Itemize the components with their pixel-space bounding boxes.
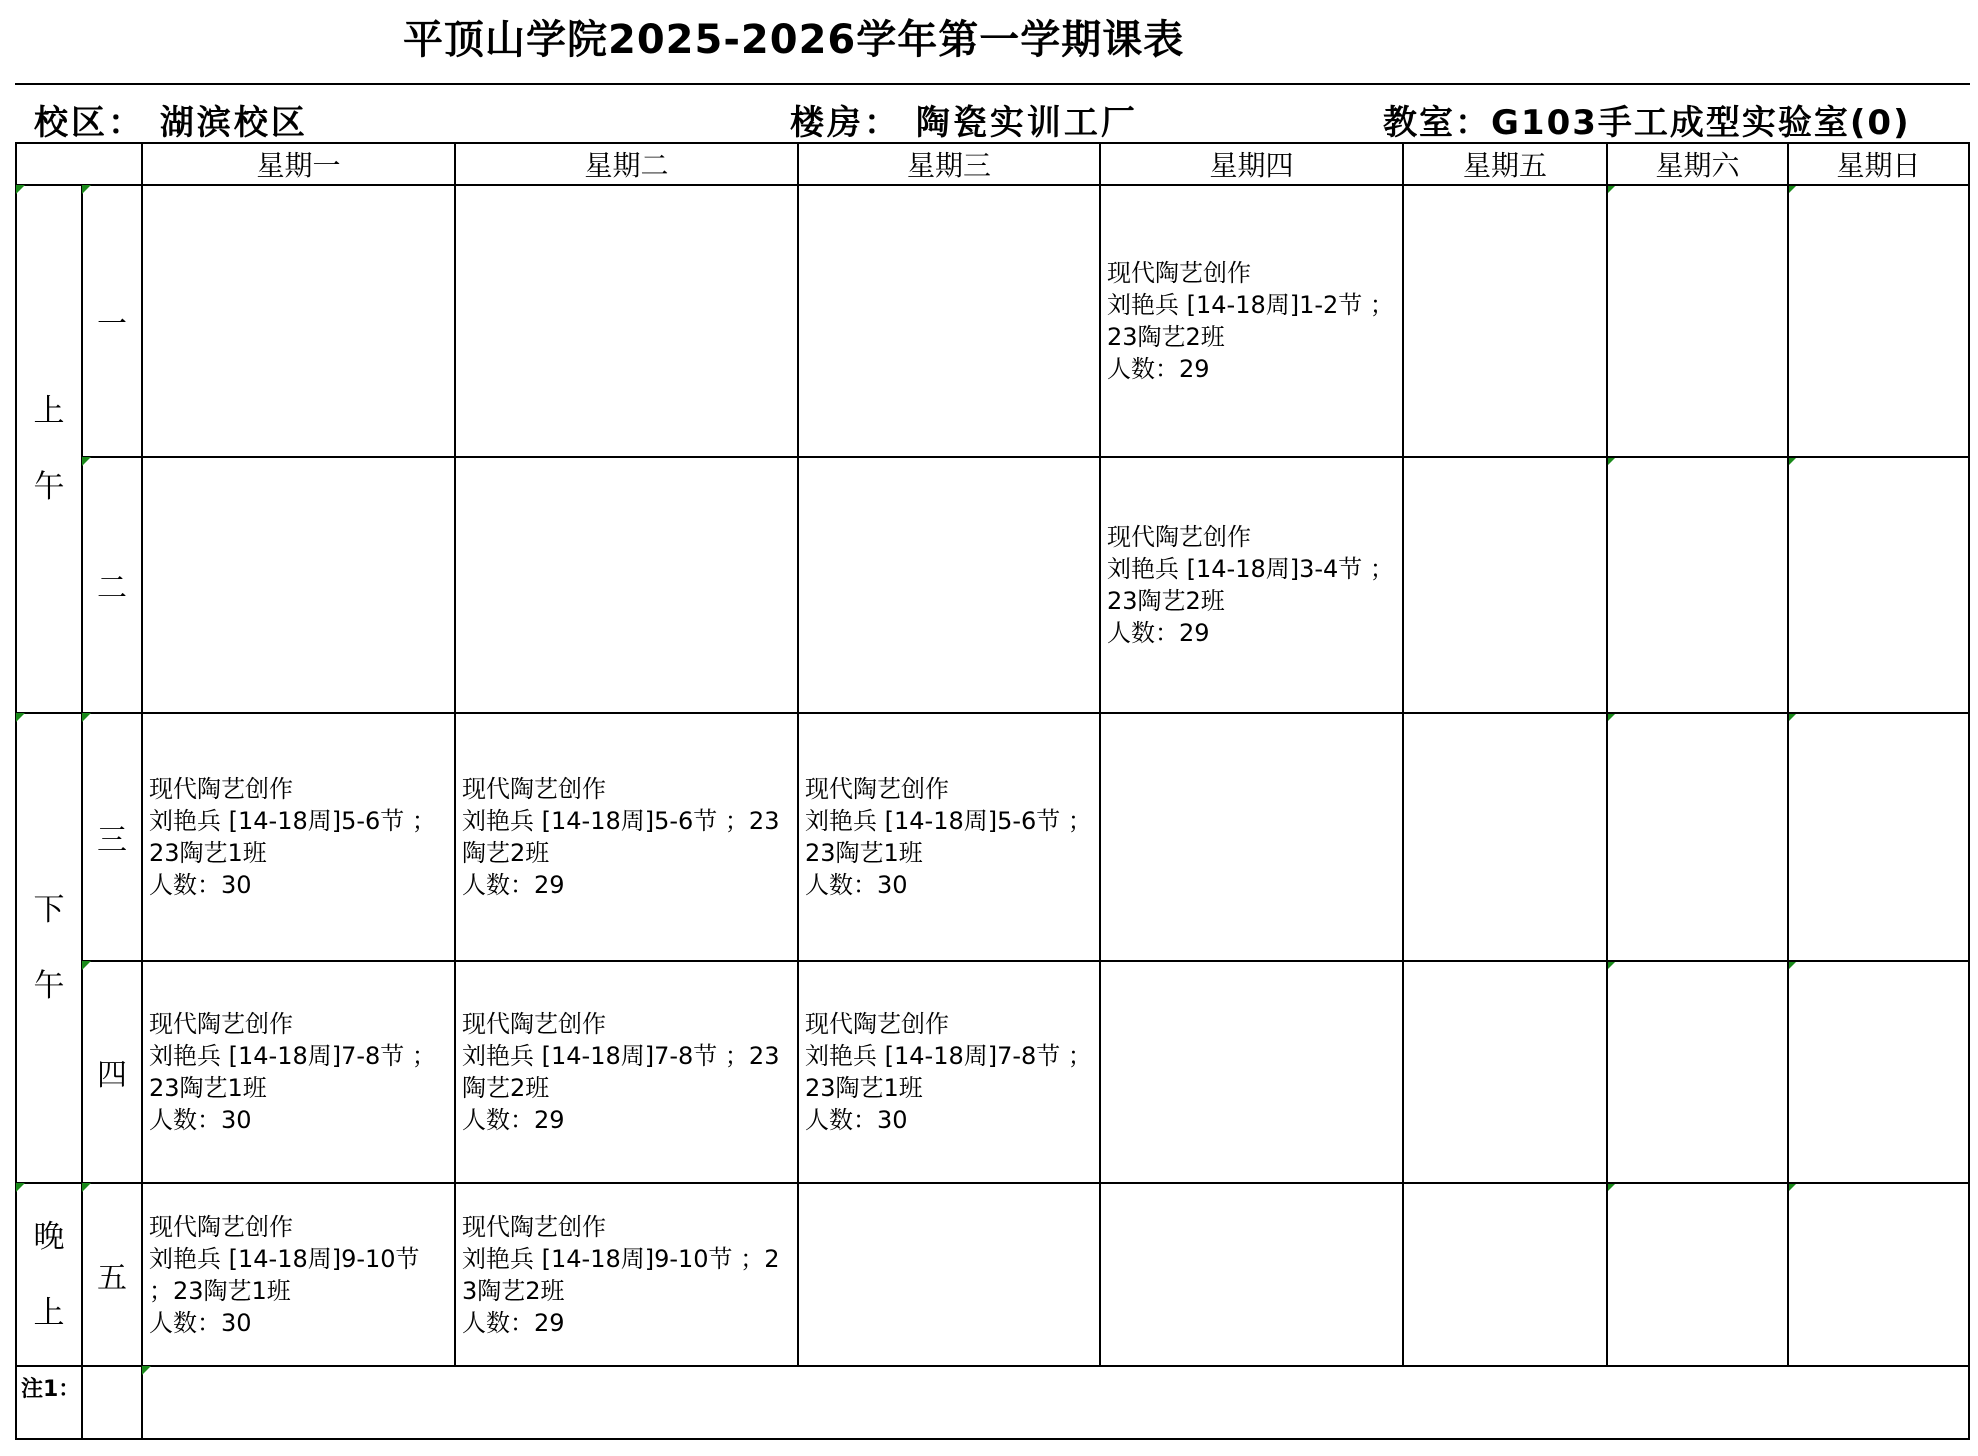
slot-cell: [799, 458, 1101, 714]
period-char: 午: [33, 968, 65, 1004]
slot-cell: [1608, 1184, 1789, 1367]
course-name: 现代陶艺创作: [805, 1010, 949, 1038]
day-header-sat: 星期六: [1608, 142, 1789, 186]
day-header-thu: 星期四: [1101, 142, 1404, 186]
period-char: 上: [33, 393, 65, 429]
title-divider: [15, 83, 1970, 85]
course-name: 现代陶艺创作: [1107, 523, 1251, 551]
day-header-mon: 星期一: [143, 142, 456, 186]
period-morning: [15, 186, 83, 714]
slot-cell: [1101, 1184, 1404, 1367]
slot-label-2: 二: [83, 458, 143, 714]
slot-cell: [1608, 458, 1789, 714]
course-cell-s4-wed[interactable]: [799, 962, 1101, 1184]
course-info: 刘艳兵 [14-18周]9-10节 ；23陶艺1班: [149, 1244, 420, 1305]
day-header-sun: 星期日: [1789, 142, 1970, 186]
period-char: 晚: [33, 1218, 65, 1255]
course-cell-s4-tue[interactable]: [456, 962, 799, 1184]
slot-cell: [143, 458, 456, 714]
course-count: 人数：29: [1107, 619, 1210, 647]
timetable: [15, 142, 1970, 1440]
course-count: 人数：30: [149, 1106, 252, 1134]
course-cell-s5-mon[interactable]: [143, 1184, 456, 1367]
course-cell-s3-tue[interactable]: [456, 714, 799, 962]
day-header-tue: 星期二: [456, 142, 799, 186]
course-info: 刘艳兵 [14-18周]5-6节 ；23陶艺2班: [462, 807, 780, 867]
classroom-label: 教室：G103手工成型实验室(0): [1383, 103, 1911, 143]
course-cell-s3-mon[interactable]: [143, 714, 456, 962]
period-char: 下: [33, 892, 65, 928]
course-cell-s2-thu[interactable]: [1101, 458, 1404, 714]
slot-cell: [799, 1184, 1101, 1367]
period-char: 上: [33, 1294, 65, 1331]
course-info: 刘艳兵 [14-18周]3-4节 ；23陶艺2班: [1107, 555, 1394, 615]
course-count: 人数：30: [805, 1106, 908, 1134]
course-name: 现代陶艺创作: [149, 775, 293, 803]
slot-cell: [1404, 962, 1608, 1184]
slot-cell: [1789, 458, 1970, 714]
course-count: 人数：29: [462, 871, 565, 899]
course-name: 现代陶艺创作: [462, 775, 606, 803]
slot-cell: [1608, 714, 1789, 962]
course-count: 人数：29: [462, 1106, 565, 1134]
course-cell-s1-thu[interactable]: [1101, 186, 1404, 458]
slot-cell: [1101, 962, 1404, 1184]
course-count: 人数：29: [462, 1308, 565, 1337]
course-cell-s3-wed[interactable]: [799, 714, 1101, 962]
course-name: 现代陶艺创作: [1107, 259, 1251, 287]
note-content: [143, 1367, 1970, 1440]
course-info: 刘艳兵 [14-18周]7-8节 ；23陶艺2班: [462, 1042, 780, 1102]
slot-cell: [1789, 962, 1970, 1184]
slot-cell: [1608, 962, 1789, 1184]
day-header-wed: 星期三: [799, 142, 1101, 186]
course-info: 刘艳兵 [14-18周]7-8节 ；23陶艺1班: [805, 1042, 1092, 1102]
slot-cell: [1404, 1184, 1608, 1367]
slot-cell: [456, 186, 799, 458]
course-info: 刘艳兵 [14-18周]7-8节 ；23陶艺1班: [149, 1042, 436, 1102]
note-spacer: [83, 1367, 143, 1440]
slot-cell: [799, 186, 1101, 458]
slot-cell: [1789, 714, 1970, 962]
building-label: 楼房： 陶瓷实训工厂: [790, 103, 1138, 143]
course-info: 刘艳兵 [14-18周]5-6节 ；23陶艺1班: [805, 807, 1092, 867]
course-name: 现代陶艺创作: [149, 1010, 293, 1038]
day-header-fri: 星期五: [1404, 142, 1608, 186]
course-name: 现代陶艺创作: [805, 775, 949, 803]
course-info: 刘艳兵 [14-18周]9-10节 ；23陶艺2班: [462, 1244, 780, 1305]
page-title: 平顶山学院2025-2026学年第一学期课表: [403, 17, 1185, 63]
period-afternoon: [15, 714, 83, 1184]
slot-label-1: 一: [83, 186, 143, 458]
course-count: 人数：30: [149, 1308, 252, 1337]
slot-cell: [456, 458, 799, 714]
course-name: 现代陶艺创作: [149, 1212, 293, 1241]
period-evening: [15, 1184, 83, 1367]
course-count: 人数：30: [805, 871, 908, 899]
corner-cell: [15, 142, 143, 186]
slot-label-3: 三: [83, 714, 143, 962]
course-count: 人数：29: [1107, 355, 1210, 383]
course-cell-s5-tue[interactable]: [456, 1184, 799, 1367]
course-cell-s4-mon[interactable]: [143, 962, 456, 1184]
course-name: 现代陶艺创作: [462, 1010, 606, 1038]
note-label: 注1：: [15, 1367, 83, 1440]
slot-cell: [1404, 714, 1608, 962]
slot-cell: [1101, 714, 1404, 962]
course-count: 人数：30: [149, 871, 252, 899]
course-name: 现代陶艺创作: [462, 1212, 606, 1241]
slot-cell: [1404, 458, 1608, 714]
course-info: 刘艳兵 [14-18周]5-6节 ；23陶艺1班: [149, 807, 436, 867]
slot-label-4: 四: [83, 962, 143, 1184]
slot-cell: [1789, 1184, 1970, 1367]
campus-label: 校区： 湖滨校区: [34, 103, 308, 143]
slot-cell: [143, 186, 456, 458]
slot-label-5: 五: [83, 1184, 143, 1367]
slot-cell: [1789, 186, 1970, 458]
slot-cell: [1404, 186, 1608, 458]
period-char: 午: [33, 469, 65, 505]
slot-cell: [1608, 186, 1789, 458]
course-info: 刘艳兵 [14-18周]1-2节 ；23陶艺2班: [1107, 291, 1394, 351]
